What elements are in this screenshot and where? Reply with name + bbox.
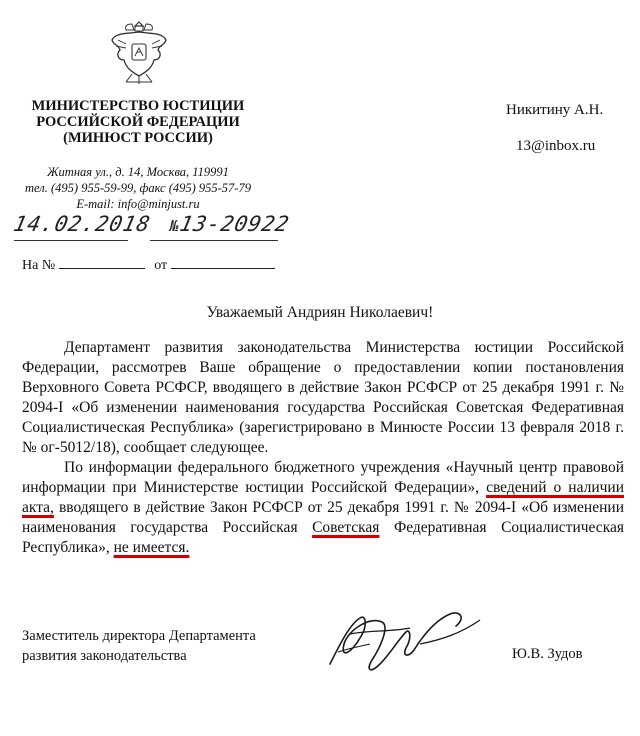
- registration-number-prefix: №: [167, 217, 182, 235]
- ministry-line-3: (МИНЮСТ РОССИИ): [63, 130, 213, 146]
- ministry-line-2: РОССИЙСКОЙ ФЕДЕРАЦИИ: [36, 114, 240, 130]
- registration-date: 14.02.2018: [11, 212, 153, 236]
- ministry-email: E-mail: info@minjust.ru: [76, 197, 200, 211]
- signer-title-line-2: развития законодательства: [22, 648, 187, 664]
- reference-line: [22, 256, 275, 274]
- p2-text-2: вводящего в действие Закон РСФСР от 25 декабря 1991 г. № 2094-I «Об изменении наименования государства Российская: [22, 499, 624, 536]
- signer-title: [22, 626, 256, 666]
- coat-of-arms-emblem: [108, 16, 170, 86]
- phones: тел. (495) 955-59-99, факс (495) 955-57-79: [25, 181, 251, 195]
- ministry-contacts: [20, 164, 256, 212]
- registration-number: 13-20922: [177, 212, 292, 236]
- ministry-name: [20, 98, 256, 146]
- recipient-email: 13@inbox.ru: [516, 138, 596, 154]
- ministry-line-1: МИНИСТЕРСТВО ЮСТИЦИИ: [31, 98, 245, 114]
- paragraph-2: [22, 458, 624, 558]
- handwritten-signature: [310, 604, 500, 684]
- recipient-name: Никитину А.Н.: [506, 102, 604, 118]
- paragraph-1: Департамент развития законодательства Министерства юстиции Российской Федерации, рассмотрев Ваше обращение о предоставлении копии постановления Верховного Совета РСФСР, вводящего в действие Закон РСФСР от 25 декабря 1991 г. № 2094-I «Об изменении наименования государства Российская Советская Федеративная Социалистическая Республика» (зарегистрировано в Минюсте России 13 февраля 2018 г. № ог-5012/18), сообщает следующее.: [22, 339, 624, 456]
- signer-title-line-1: Заместитель директора Департамента: [22, 628, 256, 644]
- p2-text-3: Федеративная Социалистическая Республика»,: [22, 519, 624, 556]
- p2-highlight-2: Советская: [312, 519, 380, 536]
- p2-highlight-3: не имеется.: [113, 539, 190, 556]
- address: Житная ул., д. 14, Москва, 119991: [47, 165, 229, 179]
- ref-label: На №: [22, 258, 56, 273]
- letter-body: [22, 338, 624, 558]
- p2-highlight-1: сведений о наличии акта,: [22, 479, 624, 516]
- p2-text-1: По информации федерального бюджетного учреждения «Научный центр правовой информации при Министерстве юстиции Российской Федерации»,: [22, 459, 624, 496]
- signer-name: Ю.В. Зудов: [512, 646, 583, 662]
- salutation: Уважаемый Андриян Николаевич!: [206, 304, 434, 321]
- registration-line: [11, 212, 291, 236]
- ref-from-label: от: [154, 258, 168, 273]
